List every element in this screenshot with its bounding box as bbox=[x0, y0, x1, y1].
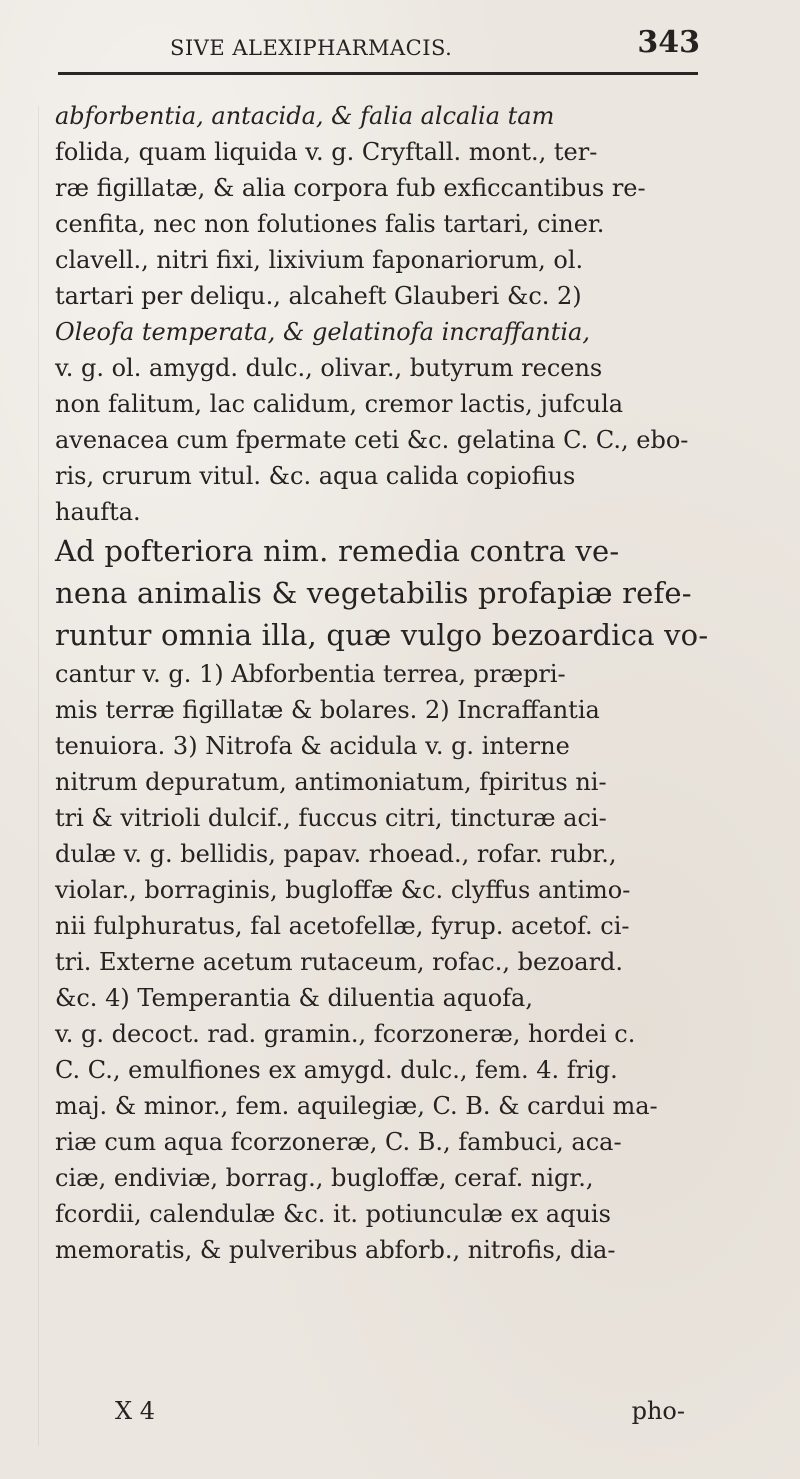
text-line: &c. 4) Temperantia & diluentia aquofa, bbox=[55, 984, 533, 1012]
text-line: Ad pofteriora nim. remedia contra ve- bbox=[55, 534, 620, 568]
text-line: tri & vitrioli dulcif., fuccus citri, tincturæ aci- bbox=[55, 804, 607, 832]
body-text bbox=[55, 98, 710, 1268]
text-line: avenacea cum fpermate ceti &c. gelatina C. C., ebo- bbox=[55, 426, 689, 454]
text-line: Oleofa temperata, & gelatinofa incraffantia, bbox=[55, 318, 590, 346]
text-line: C. C., emulfiones ex amygd. dulc., fem. 4. frig. bbox=[55, 1056, 618, 1084]
text-line: abforbentia, antacida, & falia alcalia tam bbox=[55, 102, 555, 130]
text-line: maj. & minor., fem. aquilegiæ, C. B. & cardui ma- bbox=[55, 1092, 658, 1120]
text-line: violar., borraginis, bugloffæ &c. clyffus antimo- bbox=[55, 876, 631, 904]
text-line: fcordii, calendulæ &c. it. potiunculæ ex aquis bbox=[55, 1200, 611, 1228]
text-line: ræ figillatæ, & alia corpora fub exficcantibus re- bbox=[55, 174, 646, 202]
text-line: mis terræ figillatæ & bolares. 2) Incraffantia bbox=[55, 696, 600, 724]
signature-mark: X 4 bbox=[115, 1397, 155, 1425]
text-line: tenuiora. 3) Nitrofa & acidula v. g. interne bbox=[55, 732, 570, 760]
text-line: haufta. bbox=[55, 498, 141, 526]
header-rule bbox=[58, 72, 698, 75]
text-line: v. g. ol. amygd. dulc., olivar., butyrum recens bbox=[55, 354, 603, 382]
text-line: tartari per deliqu., alcaheft Glauberi &c. 2) bbox=[55, 282, 582, 310]
catchword: pho- bbox=[631, 1397, 685, 1425]
page-number: 343 bbox=[637, 25, 700, 60]
text-line: v. g. decoct. rad. gramin., fcorzoneræ, hordei c. bbox=[55, 1020, 636, 1048]
text-line: riæ cum aqua fcorzoneræ, C. B., fambuci, aca- bbox=[55, 1128, 622, 1156]
page-header bbox=[170, 16, 700, 70]
page-edge-shadow bbox=[38, 106, 49, 1446]
text-line: clavell., nitri fixi, lixivium faponariorum, ol. bbox=[55, 246, 584, 274]
text-line: cantur v. g. 1) Abforbentia terrea, præpri- bbox=[55, 660, 566, 688]
text-line: nena animalis & vegetabilis profapiæ refe- bbox=[55, 576, 692, 610]
text-line: ris, crurum vitul. &c. aqua calida copiofius bbox=[55, 462, 576, 490]
running-title: SIVE ALEXIPHARMACIS. bbox=[170, 36, 453, 60]
text-line: ciæ, endiviæ, borrag., bugloffæ, ceraf. nigr., bbox=[55, 1164, 594, 1192]
text-line: non falitum, lac calidum, cremor lactis, jufcula bbox=[55, 390, 624, 418]
text-line: nii fulphuratus, fal acetofellæ, fyrup. acetof. ci- bbox=[55, 912, 630, 940]
page-footer bbox=[115, 1397, 685, 1437]
text-line: memoratis, & pulveribus abforb., nitrofis, dia- bbox=[55, 1236, 616, 1264]
text-line: cenfita, nec non folutiones falis tartari, ciner. bbox=[55, 210, 605, 238]
text-line: nitrum depuratum, antimoniatum, fpiritus ni- bbox=[55, 768, 607, 796]
text-line: folida, quam liquida v. g. Cryftall. mont., ter- bbox=[55, 138, 598, 166]
text-line: runtur omnia illa, quæ vulgo bezoardica vo- bbox=[55, 618, 709, 652]
text-line: dulæ v. g. bellidis, papav. rhoead., rofar. rubr., bbox=[55, 840, 617, 868]
text-line: tri. Externe acetum rutaceum, rofac., bezoard. bbox=[55, 948, 624, 976]
